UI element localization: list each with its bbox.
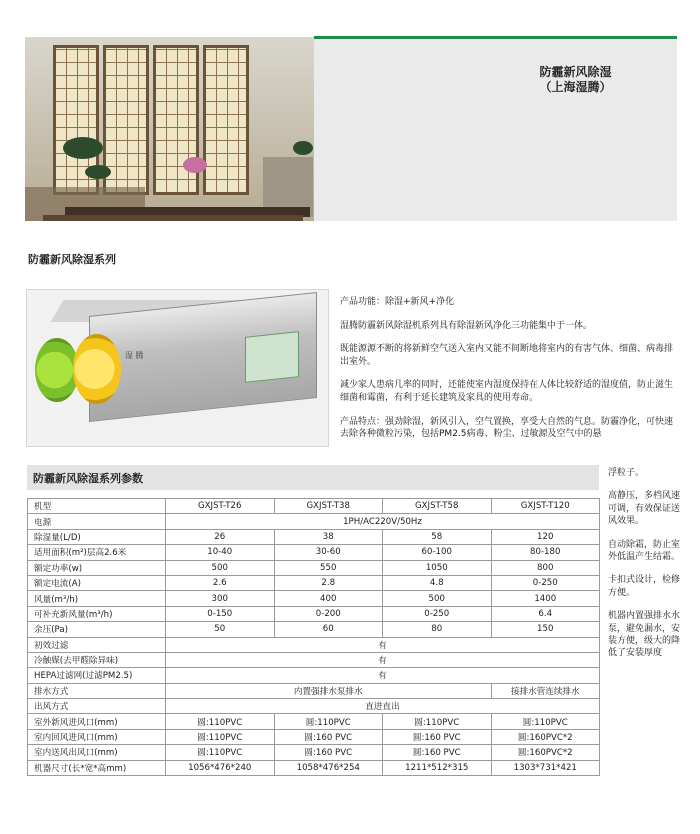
- row-label: 适用面积(m²)层高2.6米: [28, 545, 166, 560]
- table-row: [28, 745, 600, 760]
- cell-value: 1050: [383, 560, 492, 575]
- row-label: 室外新风进风口(mm): [28, 714, 166, 729]
- table-row: [28, 529, 600, 544]
- cell-value: 圆:110PVC: [166, 714, 275, 729]
- row-label: 机器尺寸(长*宽*高mm): [28, 760, 166, 775]
- side-note: 自动除霜，防止室外低温产生结霜。: [608, 539, 681, 563]
- model-name: GXJST-T26: [166, 499, 275, 514]
- side-note: 卡扣式设计，检修方便。: [608, 575, 681, 598]
- table-row: [28, 606, 600, 621]
- cell-value: 0-150: [166, 606, 275, 621]
- row-label: 可补充新风量(m³/h): [28, 606, 166, 621]
- cell-value: 直进直出: [166, 699, 600, 714]
- row-label: 出风方式: [28, 699, 166, 714]
- title-line-2: （上海湿腾）: [539, 80, 612, 94]
- cell-value: 2.8: [274, 575, 383, 590]
- row-label: HEPA过滤网(过滤PM2.5): [28, 668, 166, 683]
- cell-value: 500: [383, 591, 492, 606]
- cell-value: 4.8: [383, 575, 492, 590]
- cell-value: 30-60: [274, 545, 383, 560]
- row-label: 额定电流(A): [28, 575, 166, 590]
- cell-value: 1211*512*315: [383, 760, 492, 775]
- cell-value: 38: [274, 529, 383, 544]
- cell-value: 有: [166, 668, 600, 683]
- cell-value: 58: [383, 529, 492, 544]
- cell-value: 150: [491, 622, 600, 637]
- table-row: [28, 683, 600, 698]
- cell-value: 圆:110PVC: [166, 745, 275, 760]
- cell-value: 10-40: [166, 545, 275, 560]
- blossom: [183, 157, 207, 173]
- title-line-1: 防霾新风除湿: [539, 65, 612, 79]
- cell-value: 60-100: [383, 545, 492, 560]
- cell-value: 1400: [491, 591, 600, 606]
- plant: [293, 141, 313, 155]
- hero-image: [25, 37, 314, 221]
- description-p3: 产品特点：强劲除湿，新风引入，空气置换，享受大自然的气息。防霾净化，可快速去除各种微粒污染，包括PM2.5病毒、粉尘、过敏源及空气中的悬: [340, 416, 674, 440]
- side-note: 高静压，多档风速可调，有效保证送风效果。: [608, 491, 681, 527]
- params-heading-band: [27, 465, 599, 490]
- cell-value: 0-200: [274, 606, 383, 621]
- table-row: [28, 545, 600, 560]
- cell-value: 圆:160PVC*2: [491, 745, 600, 760]
- screen-panel: [203, 45, 249, 195]
- row-label: 余压(Pa): [28, 622, 166, 637]
- cell-value: 圆:110PVC: [491, 714, 600, 729]
- cell-value: 圆:160PVC*2: [491, 729, 600, 744]
- cell-value: 0-250: [491, 575, 600, 590]
- cell-value: 圆:110PVC: [383, 714, 492, 729]
- cell-value: 800: [491, 560, 600, 575]
- row-label: 机型: [28, 499, 166, 514]
- unit-sticker: [245, 331, 299, 383]
- table-row: [28, 560, 600, 575]
- bonsai: [63, 137, 103, 159]
- params-heading: 防霾新风除湿系列参数: [33, 472, 143, 485]
- table-row: [28, 622, 600, 637]
- table-row: [28, 591, 600, 606]
- table-row: [28, 499, 600, 514]
- cell-value: 550: [274, 560, 383, 575]
- bonsai: [85, 165, 111, 179]
- cell-value: 圆:160 PVC: [274, 729, 383, 744]
- row-label: 冷触媒(去甲醛除异味): [28, 652, 166, 667]
- cell-value: 60: [274, 622, 383, 637]
- cell-value: 300: [166, 591, 275, 606]
- row-label: 初效过滤: [28, 637, 166, 652]
- brand-label: 湿 腾: [125, 351, 144, 360]
- table: [43, 215, 303, 221]
- intro-line: 湿腾防霾新风除湿机系列具有除湿新风净化三功能集中于一体。: [340, 320, 593, 331]
- function-line: 产品功能：除湿+新风+净化: [340, 297, 455, 307]
- cell-value: 1PH/AC220V/50Hz: [166, 514, 600, 529]
- row-label: 室内送风出风口(mm): [28, 745, 166, 760]
- row-label: 电源: [28, 514, 166, 529]
- params-table: [27, 498, 600, 776]
- title-box: [314, 39, 677, 221]
- cell-value: 圆:110PVC: [166, 729, 275, 744]
- cell-value: 1058*476*254: [274, 760, 383, 775]
- series-heading: 防霾新风除湿系列: [28, 253, 116, 266]
- cell-value: 圆:160 PVC: [274, 745, 383, 760]
- cell-value: 接排水管连续排水: [491, 683, 600, 698]
- cell-value: 0-250: [383, 606, 492, 621]
- description-p2: 减少家人患病几率的同时，还能使室内湿度保持在人体比较舒适的湿度值，防止滋生细菌和霉菌，有利于延长建筑及家具的使用寿命。: [340, 380, 674, 403]
- cell-value: 80-180: [491, 545, 600, 560]
- model-name: GXJST-T58: [383, 499, 492, 514]
- cell-value: 50: [166, 622, 275, 637]
- table-row: [28, 714, 600, 729]
- description-p1: 既能源源不断的将新鲜空气送入室内又能不间断地将室内的有害气体、细菌、病毒排出室外。: [340, 344, 674, 367]
- cell-value: 圆:110PVC: [274, 714, 383, 729]
- cell-value: 80: [383, 622, 492, 637]
- cell-value: 6.4: [491, 606, 600, 621]
- cell-value: 圆:160 PVC: [383, 745, 492, 760]
- row-label: 风量(m³/h): [28, 591, 166, 606]
- model-name: GXJST-T120: [491, 499, 600, 514]
- table-row: [28, 514, 600, 529]
- product-description: [340, 296, 680, 452]
- side-note: 机器内置强排水水泵，避免漏水，安装方便，级大的降低了安装厚度: [608, 611, 681, 659]
- table-row: [28, 760, 600, 775]
- cell-value: 1056*476*240: [166, 760, 275, 775]
- model-name: GXJST-T38: [274, 499, 383, 514]
- cell-value: 26: [166, 529, 275, 544]
- table-row: [28, 575, 600, 590]
- cell-value: 圆:160 PVC: [383, 729, 492, 744]
- cell-value: 有: [166, 637, 600, 652]
- cell-value: 500: [166, 560, 275, 575]
- cell-value: 内置强排水泵排水: [166, 683, 492, 698]
- cell-value: 400: [274, 591, 383, 606]
- cell-value: 2.6: [166, 575, 275, 590]
- row-label: 排水方式: [28, 683, 166, 698]
- duct-yellow: [73, 334, 121, 404]
- table-row: [28, 729, 600, 744]
- cell-value: 1303*731*421: [491, 760, 600, 775]
- row-label: 额定功率(w): [28, 560, 166, 575]
- side-notes: [608, 467, 680, 671]
- table-row: [28, 637, 600, 652]
- row-label: 除湿量(L/D): [28, 529, 166, 544]
- cell-value: 120: [491, 529, 600, 544]
- page-title: [314, 65, 677, 95]
- table-row: [28, 652, 600, 667]
- cell-value: 有: [166, 652, 600, 667]
- table-row: [28, 668, 600, 683]
- product-image: [26, 289, 329, 447]
- row-label: 室内回风进风口(mm): [28, 729, 166, 744]
- table-row: [28, 699, 600, 714]
- side-note: 浮粒子。: [608, 468, 645, 478]
